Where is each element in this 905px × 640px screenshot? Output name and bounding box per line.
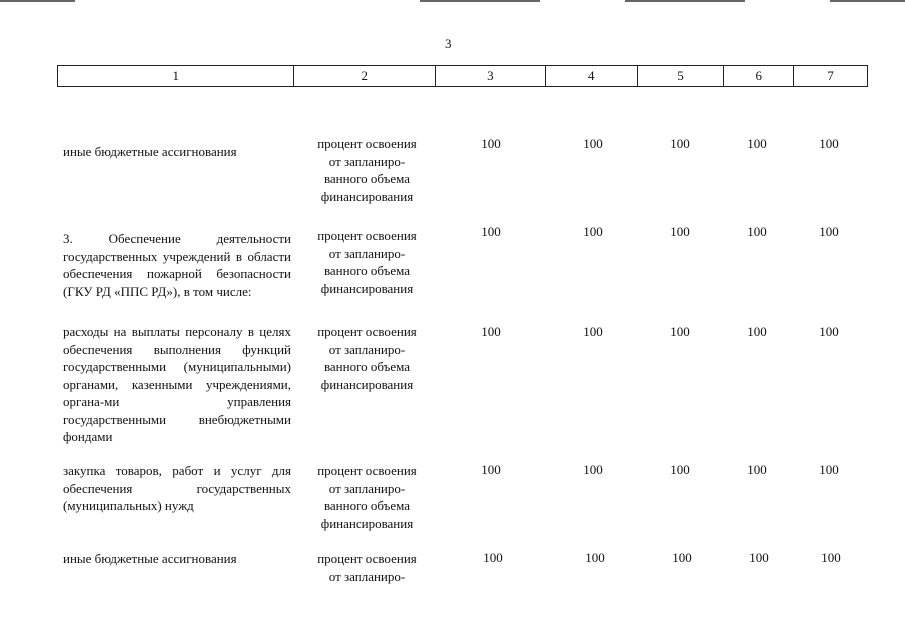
unit-line: процент освоения [317, 463, 417, 478]
row-unit [302, 323, 432, 393]
unit-line: процент освоения [317, 228, 417, 243]
column-header-2: 2 [294, 66, 436, 86]
scan-edge-far-right [830, 0, 905, 2]
value-col-7: 100 [819, 462, 839, 477]
unit-line: от запланиро- [328, 341, 406, 357]
unit-line: процент освоения [317, 324, 417, 339]
unit-line: от запланиро- [328, 245, 406, 261]
value-col-3: 100 [481, 136, 501, 151]
unit-line: процент освоения [317, 551, 417, 566]
value-col-7: 100 [821, 550, 841, 565]
value-col-3: 100 [481, 462, 501, 477]
column-header-3: 3 [436, 66, 546, 86]
value-col-5: 100 [670, 136, 690, 151]
unit-line: процент освоения [317, 136, 417, 151]
row-description: расходы на выплаты персоналу в целях обеспечения выполнения функций государственными (муниципальными) органами, казенными учреждениями, органа-ми управления государственными внебюджетными фондами [63, 324, 291, 444]
value-col-7: 100 [819, 136, 839, 151]
unit-line: ванного объема [323, 498, 411, 513]
value-col-4: 100 [583, 136, 603, 151]
value-col-5: 100 [670, 224, 690, 239]
unit-line: ванного объема [323, 263, 411, 278]
column-header-7: 7 [827, 68, 834, 83]
value-col-4: 100 [583, 462, 603, 477]
value-col-6: 100 [747, 462, 767, 477]
value-col-5: 100 [670, 462, 690, 477]
column-header-5: 5 [638, 66, 725, 86]
value-col-3: 100 [481, 224, 501, 239]
value-col-4: 100 [585, 550, 605, 565]
value-col-3: 100 [483, 550, 503, 565]
value-col-7: 100 [819, 324, 839, 339]
column-header-4: 4 [546, 66, 638, 86]
row-description: закупка товаров, работ и услуг для обеспечения государственных (муниципальных) нужд [63, 463, 291, 513]
unit-line: финансирования [320, 188, 414, 204]
column-header-row [57, 65, 868, 87]
scan-edge-middle [420, 0, 540, 2]
unit-line: ванного объема [323, 171, 411, 186]
row-description: иные бюджетные ассигнования [63, 144, 237, 159]
scan-edge-right [625, 0, 745, 2]
row-unit [302, 550, 432, 585]
value-col-5: 100 [672, 550, 692, 565]
unit-line: финансирования [320, 376, 414, 392]
unit-line: от запланиро- [328, 153, 406, 169]
value-col-4: 100 [583, 324, 603, 339]
scan-edge-left [0, 0, 75, 2]
page-number: 3 [445, 36, 452, 51]
column-header-6: 6 [724, 66, 794, 86]
row-unit [302, 462, 432, 532]
row-unit [302, 227, 432, 297]
value-col-6: 100 [749, 550, 769, 565]
unit-line: от запланиро- [328, 480, 406, 496]
row-description: иные бюджетные ассигнования [63, 551, 237, 566]
value-col-5: 100 [670, 324, 690, 339]
unit-line: финансирования [320, 515, 414, 531]
row-description: 3. Обеспечение деятельности государственных учреждений в области обеспечения пожарной безопасности (ГКУ РД «ППС РД»), в том числе: [63, 231, 291, 299]
value-col-6: 100 [747, 224, 767, 239]
unit-line: от запланиро- [328, 568, 406, 584]
row-unit [302, 135, 432, 205]
unit-line: ванного объема [323, 359, 411, 374]
value-col-4: 100 [583, 224, 603, 239]
value-col-6: 100 [747, 324, 767, 339]
column-header-1: 1 [58, 66, 294, 86]
value-col-6: 100 [747, 136, 767, 151]
value-col-7: 100 [819, 224, 839, 239]
unit-line: финансирования [320, 280, 414, 296]
value-col-3: 100 [481, 324, 501, 339]
